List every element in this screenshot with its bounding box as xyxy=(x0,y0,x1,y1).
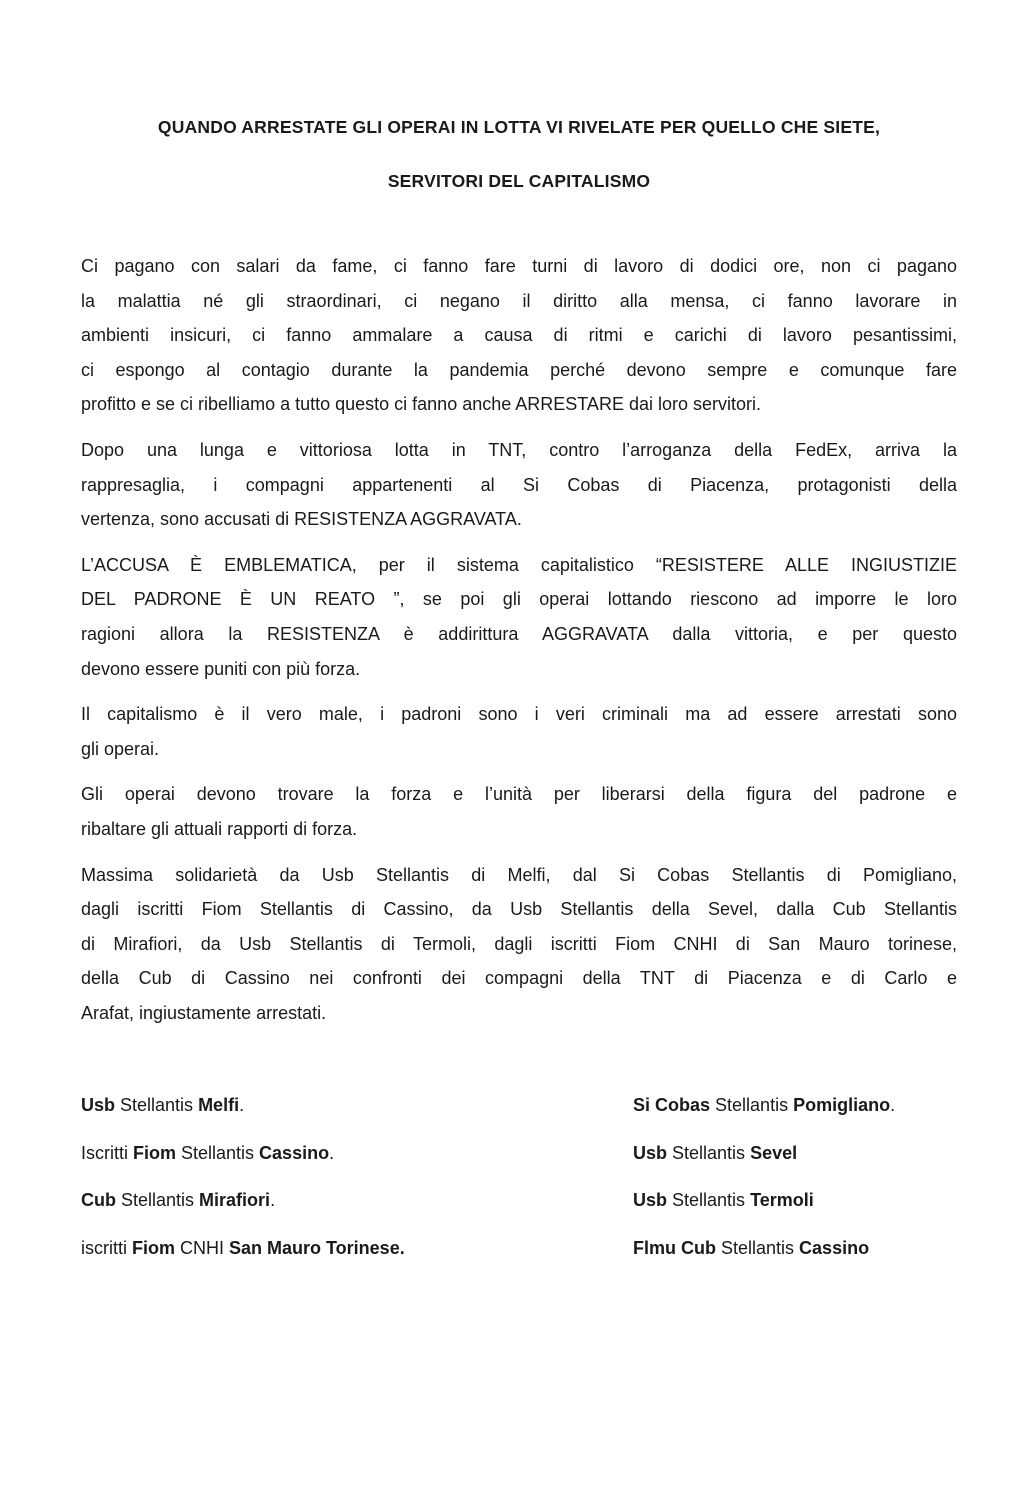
text-line: devono essere puniti con più forza. xyxy=(81,658,361,679)
signature-usb-melfi xyxy=(81,1091,633,1119)
signature-fiom-cassino xyxy=(81,1139,633,1167)
signature-segment: Stellantis xyxy=(667,1190,751,1211)
signature-flmu-cub-cassino xyxy=(633,1234,957,1262)
text-line: vertenza, sono accusati di RESISTENZA AGGRAVATA. xyxy=(81,509,522,530)
text-line: Ci pagano con salari da fame, ci fanno fare turni di lavoro di dodici ore, non ci pagano xyxy=(81,256,957,276)
text-line: Dopo una lunga e vittoriosa lotta in TNT, contro l’arroganza della FedEx, arriva la xyxy=(81,439,957,460)
signature-segment: Flmu Cub xyxy=(633,1237,716,1258)
signature-segment: Fiom xyxy=(132,1237,175,1258)
signature-segment: Stellantis xyxy=(667,1142,751,1163)
signature-segment: Sevel xyxy=(750,1142,798,1163)
signature-segment: Stellantis xyxy=(716,1237,800,1258)
signature-row xyxy=(81,1234,957,1262)
signature-sicobas-pomigliano xyxy=(633,1091,957,1119)
signature-segment: . xyxy=(890,1095,896,1116)
text-line: dagli iscritti Fiom Stellantis di Cassino, da Usb Stellantis della Sevel, dalla Cub Stellantis xyxy=(81,899,957,920)
signature-segment: Cub xyxy=(81,1190,116,1211)
signature-usb-termoli xyxy=(633,1186,957,1214)
text-line: di Mirafiori, da Usb Stellantis di Termoli, dagli iscritti Fiom CNHI di San Mauro torinese, xyxy=(81,933,957,954)
text-line: gli operai. xyxy=(81,738,160,759)
text-line: Il capitalismo è il vero male, i padroni sono i veri criminali ma ad essere arrestati sono xyxy=(81,704,957,725)
document-content xyxy=(81,0,957,1281)
title-line-1: QUANDO ARRESTATE GLI OPERAI IN LOTTA VI RIVELATE PER QUELLO CHE SIETE, xyxy=(157,117,881,137)
signature-segment: Iscritti xyxy=(81,1142,133,1163)
text-line: rappresaglia, i compagni appartenenti al Si Cobas di Piacenza, protagonisti della xyxy=(81,474,957,495)
signature-segment: Usb xyxy=(633,1190,668,1211)
signature-segment: Melfi xyxy=(198,1095,240,1116)
text-line: ci espongo al contagio durante la pandemia perché devono sempre e comunque fare xyxy=(81,359,957,380)
text-line: L’ACCUSA È EMBLEMATICA, per il sistema capitalistico “RESISTERE ALLE INGIUSTIZIE xyxy=(81,554,957,575)
text-line: della Cub di Cassino nei confronti dei compagni della TNT di Piacenza e di Carlo e xyxy=(81,968,957,989)
document-title xyxy=(81,100,957,208)
signature-segment: Stellantis xyxy=(176,1142,260,1163)
signature-segment: Stellantis xyxy=(710,1095,794,1116)
text-line: profitto e se ci ribelliamo a tutto questo ci fanno anche ARRESTARE dai loro servitori. xyxy=(81,394,761,415)
signature-segment: Usb xyxy=(81,1095,116,1116)
text-line: Gli operai devono trovare la forza e l’unità per liberarsi della figura del padrone e xyxy=(81,784,957,805)
document-body xyxy=(81,249,957,1030)
signature-segment: . xyxy=(329,1142,335,1163)
text-line: ribaltare gli attuali rapporti di forza. xyxy=(81,818,358,839)
signature-fiom-cnhi-sanmauro xyxy=(81,1234,633,1262)
paragraph-5 xyxy=(81,777,957,846)
signature-segment: Fiom xyxy=(133,1142,176,1163)
text-line: DEL PADRONE È UN REATO ”, se poi gli operai lottando riescono ad imporre le loro xyxy=(81,589,957,610)
text-line: Arafat, ingiustamente arrestati. xyxy=(81,1002,327,1023)
paragraph-2 xyxy=(81,433,957,537)
signature-row xyxy=(81,1139,957,1167)
signature-segment: Si Cobas xyxy=(633,1095,711,1116)
text-line: la malattia né gli straordinari, ci negano il diritto alla mensa, ci fanno lavorare in xyxy=(81,290,957,311)
signature-cub-mirafiori xyxy=(81,1186,633,1214)
signature-segment: Cassino xyxy=(259,1142,330,1163)
paragraph-6 xyxy=(81,858,957,1031)
signature-segment: Pomigliano xyxy=(793,1095,891,1116)
signature-segment: . xyxy=(270,1190,276,1211)
signature-block xyxy=(81,1091,957,1262)
signature-segment: Usb xyxy=(633,1142,668,1163)
paragraph-1 xyxy=(81,249,957,422)
paragraph-3 xyxy=(81,548,957,686)
paragraph-4 xyxy=(81,697,957,766)
signature-row xyxy=(81,1091,957,1119)
text-line: ambienti insicuri, ci fanno ammalare a causa di ritmi e carichi di lavoro pesantissimi, xyxy=(81,325,957,346)
signature-usb-sevel xyxy=(633,1139,957,1167)
text-line: Massima solidarietà da Usb Stellantis di Melfi, dal Si Cobas Stellantis di Pomigliano, xyxy=(81,864,957,885)
text-line: ragioni allora la RESISTENZA è addirittura AGGRAVATA dalla vittoria, e per questo xyxy=(81,623,957,644)
signature-segment: Stellantis xyxy=(115,1095,199,1116)
signature-segment: CNHI xyxy=(175,1237,229,1258)
signature-segment: Termoli xyxy=(750,1190,814,1211)
signature-segment: . xyxy=(239,1095,245,1116)
signature-segment: San Mauro Torinese. xyxy=(229,1237,405,1258)
signature-row xyxy=(81,1186,957,1214)
signature-segment: iscritti xyxy=(81,1237,132,1258)
signature-segment: Cassino xyxy=(799,1237,870,1258)
signature-segment: Mirafiori xyxy=(199,1190,271,1211)
signature-segment: Stellantis xyxy=(116,1190,200,1211)
title-line-2: SERVITORI DEL CAPITALISMO xyxy=(387,171,651,191)
